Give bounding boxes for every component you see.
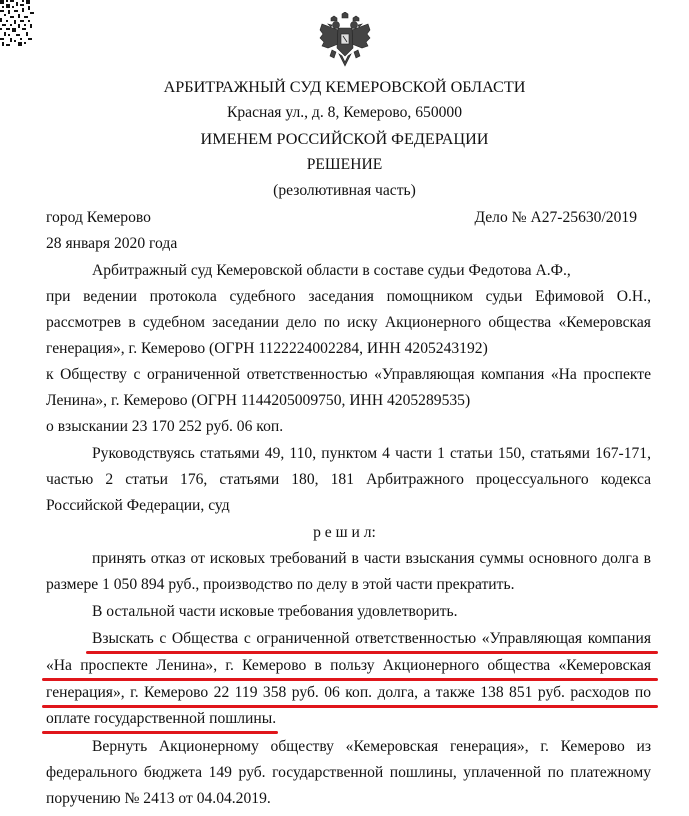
coat-of-arms-icon: [318, 12, 372, 70]
refund-line: поручению № 2413 от 04.04.2019.: [46, 790, 271, 807]
highlight-underline: [86, 651, 658, 654]
refusal-line: размере 1 050 894 руб., производство по делу в этой части прекратить.: [46, 576, 515, 593]
decided-heading: р е ш и л:: [313, 524, 376, 541]
claim-amount: о взыскании 23 170 252 руб. 06 коп.: [46, 418, 284, 435]
recover-line: генерация», г. Кемерово 22 119 358 руб. 06 коп. долга, а также 138 851 руб. расходов по: [46, 684, 651, 701]
city: город Кемерово: [46, 209, 151, 226]
recover-line: Взыскать с Общества с ограниченной ответственностью «Управляющая компания: [92, 630, 651, 647]
intro-line: генерация», г. Кемерово (ОГРН 1122224002284, ИНН 4205243192): [46, 340, 488, 357]
highlight-underline: [42, 705, 658, 708]
refusal-line: принять отказ от исковых требований в части взыскания суммы основного долга в: [92, 550, 651, 567]
document-subtype: (резолютивная часть): [273, 182, 416, 199]
intro-line: Арбитражный суд Кемеровской области в составе судьи Федотова А.Ф.,: [92, 262, 571, 279]
highlight-underline: [42, 731, 278, 734]
legal-basis-line: частью 2 статьи 176, статьями 180, 181 Арбитражного процессуального кодекса: [46, 471, 651, 488]
refund-line: федерального бюджета 149 руб. государственной пошлины, уплаченной по платежному: [46, 764, 651, 781]
intro-line: Ленина», г. Кемерово (ОГРН 1144205009750, ИНН 4205289535): [46, 392, 471, 409]
case-number: Дело № А27-25630/2019: [474, 209, 637, 226]
court-address: Красная ул., д. 8, Кемерово, 650000: [226, 104, 463, 121]
recover-line: оплате государственной пошлины.: [46, 710, 277, 727]
intro-line: рассмотрев в судебном заседании дело по иску Акционерного общества «Кемеровская: [46, 314, 651, 331]
legal-basis-line: Руководствуясь статьями 49, 110, пунктом 4 части 1 статьи 150, статьями 167-171,: [92, 445, 651, 462]
decision-date: 28 января 2020 года: [46, 235, 178, 252]
document-type: РЕШЕНИЕ: [306, 156, 383, 173]
refund-line: Вернуть Акционерному обществу «Кемеровская генерация», г. Кемерово из: [92, 738, 651, 755]
satisfy-paragraph: В остальной части исковые требования удовлетворить.: [92, 603, 458, 620]
intro-line: к Обществу с ограниченной ответственностью «Управляющая компания «На проспекте: [46, 366, 651, 383]
in-the-name-heading: ИМЕНЕМ РОССИЙСКОЙ ФЕДЕРАЦИИ: [200, 130, 489, 148]
highlight-underline: [42, 678, 658, 681]
court-name: АРБИТРАЖНЫЙ СУД КЕМЕРОВСКОЙ ОБЛАСТИ: [163, 78, 526, 96]
legal-basis-line: Российской Федерации, суд: [46, 497, 230, 514]
recover-line: «На проспекте Ленина», г. Кемерово в пользу Акционерного общества «Кемеровская: [46, 657, 651, 674]
intro-line: при ведении протокола судебного заседания помощником судьи Ефимовой О.Н.,: [46, 288, 651, 305]
qr-code: [0, 0, 34, 46]
